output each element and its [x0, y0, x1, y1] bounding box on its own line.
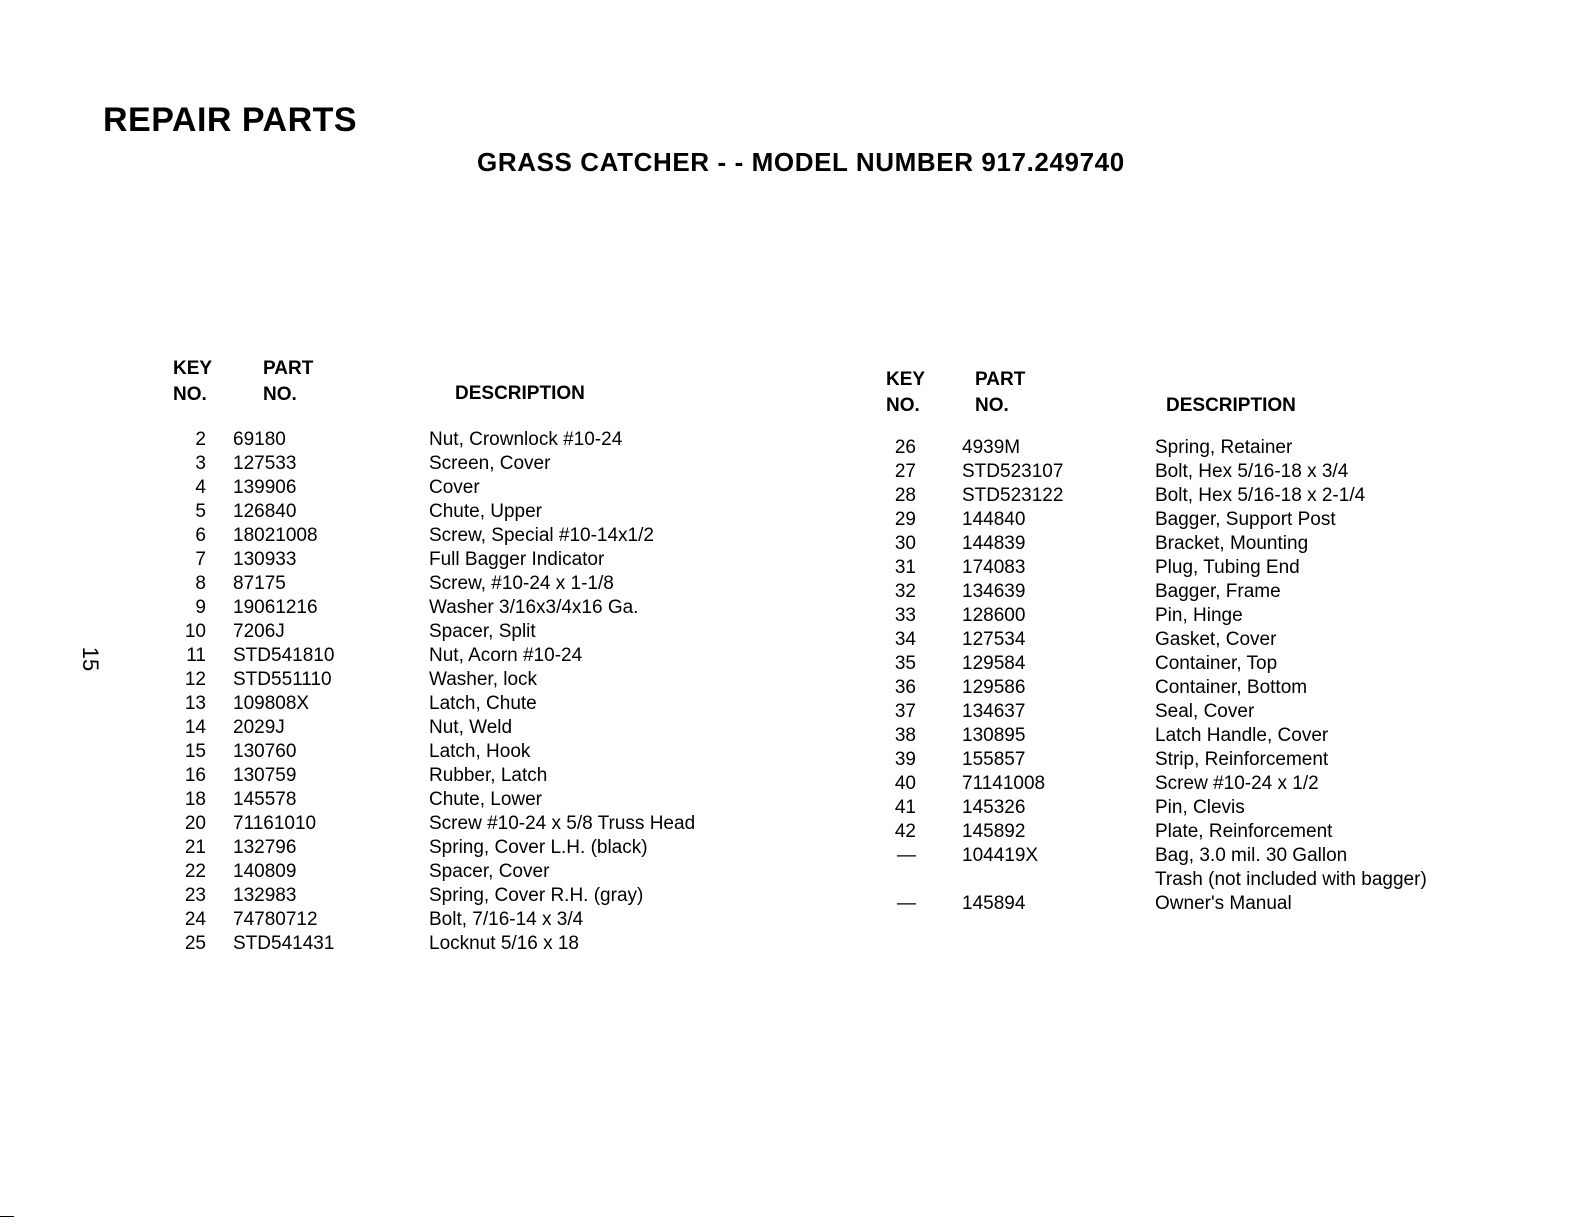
part-description: Bagger, Support Post: [1155, 509, 1336, 530]
part-description: Chute, Lower: [429, 789, 543, 810]
part-number: 71141008: [962, 773, 1046, 794]
part-description: Bolt, Hex 5/16-18 x 3/4: [1155, 461, 1349, 482]
key-number: 14: [184, 717, 206, 738]
left-description-header: DESCRIPTION: [455, 383, 585, 404]
part-number: 127534: [962, 629, 1026, 650]
page-heading: REPAIR PARTS: [103, 101, 358, 139]
key-number: 20: [184, 813, 206, 834]
key-number: 35: [894, 653, 916, 674]
key-number: 28: [894, 485, 916, 506]
key-number: 36: [894, 677, 916, 698]
part-number: 74780712: [233, 909, 318, 930]
part-number: 144839: [962, 533, 1026, 554]
key-number: 2: [195, 429, 206, 450]
part-description: Nut, Acorn #10-24: [429, 645, 583, 666]
part-row: [176, 740, 796, 764]
part-description: Container, Top: [1155, 653, 1278, 674]
part-description: Bag, 3.0 mil. 30 Gallon: [1155, 845, 1348, 866]
part-row: [176, 500, 796, 524]
part-number: 129586: [962, 677, 1026, 698]
part-number: 129584: [962, 653, 1026, 674]
part-row: [890, 436, 1530, 460]
part-number: 132983: [233, 885, 297, 906]
key-number: 42: [894, 821, 916, 842]
part-row: [176, 884, 796, 908]
part-description: Full Bagger Indicator: [429, 549, 605, 570]
part-row: [890, 508, 1530, 532]
left-part-header: PART NO.: [263, 358, 314, 405]
part-description: Plate, Reinforcement: [1155, 821, 1333, 842]
part-row: [176, 572, 796, 596]
part-row: [176, 476, 796, 500]
part-row: [176, 692, 796, 716]
part-row: [890, 484, 1530, 508]
part-number: 127533: [233, 453, 297, 474]
part-number: 144840: [962, 509, 1026, 530]
key-number: 32: [894, 581, 916, 602]
part-row: [176, 836, 796, 860]
part-description: Screen, Cover: [429, 453, 551, 474]
part-row: [890, 652, 1530, 676]
part-row: [176, 524, 796, 548]
part-number: 18021008: [233, 525, 318, 546]
part-row: [176, 860, 796, 884]
key-number: 39: [894, 749, 916, 770]
part-description: Gasket, Cover: [1155, 629, 1277, 650]
part-row: [890, 748, 1530, 772]
key-number: 23: [184, 885, 206, 906]
part-number: 145894: [962, 893, 1026, 914]
part-row: [890, 844, 1530, 868]
key-number: 7: [195, 549, 206, 570]
part-description: Cover: [429, 477, 480, 498]
part-row: [176, 620, 796, 644]
part-number: 134637: [962, 701, 1026, 722]
part-number: STD541431: [233, 933, 335, 954]
key-number: 24: [184, 909, 206, 930]
key-number: 11: [186, 645, 206, 666]
part-description: Chute, Upper: [429, 501, 543, 522]
model-title: GRASS CATCHER - - MODEL NUMBER 917.249740: [477, 147, 1125, 177]
key-number: 12: [184, 669, 206, 690]
part-description: Nut, Crownlock #10-24: [429, 429, 623, 450]
part-description: Nut, Weld: [429, 717, 513, 738]
part-description: Spring, Retainer: [1155, 437, 1293, 458]
part-description: Seal, Cover: [1155, 701, 1255, 722]
key-number: 15: [184, 741, 206, 762]
part-description: Washer, lock: [429, 669, 538, 690]
part-number: STD541810: [233, 645, 335, 666]
key-number: 38: [894, 725, 916, 746]
part-number: STD523122: [962, 485, 1064, 506]
right-part-header: PART NO.: [975, 369, 1026, 416]
part-row: [176, 764, 796, 788]
part-number: 2029J: [233, 717, 285, 738]
part-description: Locknut 5/16 x 18: [429, 933, 579, 954]
part-row: [890, 796, 1530, 820]
part-row: [890, 532, 1530, 556]
key-number: 5: [195, 501, 206, 522]
key-number: 8: [195, 573, 206, 594]
part-row: [890, 604, 1530, 628]
part-row: [176, 428, 796, 452]
part-description: Screw #10-24 x 1/2: [1155, 773, 1319, 794]
key-number: 31: [894, 557, 916, 578]
right-description-header: DESCRIPTION: [1166, 395, 1296, 416]
part-description: Latch Handle, Cover: [1155, 725, 1329, 746]
key-number: 40: [894, 773, 916, 794]
part-row: [890, 724, 1530, 748]
part-row: [176, 668, 796, 692]
key-number: 22: [184, 861, 206, 882]
part-number: 104419X: [962, 845, 1039, 866]
key-number: 34: [894, 629, 916, 650]
part-row: [890, 580, 1530, 604]
part-number: 109808X: [233, 693, 310, 714]
part-row: [890, 460, 1530, 484]
key-number: 26: [894, 437, 916, 458]
key-number: 33: [894, 605, 916, 626]
part-description: Screw, Special #10-14x1/2: [429, 525, 654, 546]
part-number: 155857: [962, 749, 1026, 770]
part-description: Pin, Clevis: [1155, 797, 1245, 818]
parts-list-left: [176, 428, 796, 956]
key-number: 16: [184, 765, 206, 786]
part-number: 130933: [233, 549, 297, 570]
key-number: 4: [195, 477, 206, 498]
part-description: Latch, Chute: [429, 693, 537, 714]
part-number: 130895: [962, 725, 1026, 746]
page-number: 15: [78, 646, 104, 672]
key-number: —: [897, 845, 916, 866]
parts-list-right: [890, 436, 1530, 916]
part-row: [890, 868, 1530, 892]
part-row: [176, 932, 796, 956]
part-row: [890, 700, 1530, 724]
part-row: [176, 908, 796, 932]
part-number: 145578: [233, 789, 297, 810]
part-number: 145892: [962, 821, 1026, 842]
part-number: 134639: [962, 581, 1026, 602]
part-row: [176, 812, 796, 836]
part-number: 128600: [962, 605, 1026, 626]
part-description: Trash (not included with bagger): [1155, 869, 1427, 890]
part-number: 139906: [233, 477, 297, 498]
part-description: Strip, Reinforcement: [1155, 749, 1329, 770]
part-row: [890, 676, 1530, 700]
part-row: [176, 644, 796, 668]
part-description: Pin, Hinge: [1155, 605, 1243, 626]
key-number: 10: [184, 621, 206, 642]
part-description: Screw #10-24 x 5/8 Truss Head: [429, 813, 696, 834]
part-row: [176, 452, 796, 476]
part-row: [176, 596, 796, 620]
part-description: Plug, Tubing End: [1155, 557, 1300, 578]
part-number: 4939M: [962, 437, 1021, 458]
key-number: 6: [195, 525, 206, 546]
part-row: [890, 772, 1530, 796]
part-number: 126840: [233, 501, 297, 522]
key-number: 29: [894, 509, 916, 530]
key-number: 30: [894, 533, 916, 554]
part-description: Spring, Cover L.H. (black): [429, 837, 648, 858]
part-description: Bolt, 7/16-14 x 3/4: [429, 909, 584, 930]
part-number: STD523107: [962, 461, 1064, 482]
part-description: Owner's Manual: [1155, 893, 1292, 914]
corner-mark: [0, 1216, 14, 1217]
key-number: 25: [184, 933, 206, 954]
part-description: Latch, Hook: [429, 741, 531, 762]
part-description: Container, Bottom: [1155, 677, 1308, 698]
key-number: —: [897, 893, 916, 914]
key-number: 21: [184, 837, 206, 858]
part-number: 130760: [233, 741, 297, 762]
part-description: Screw, #10-24 x 1-1/8: [429, 573, 614, 594]
key-number: 3: [195, 453, 206, 474]
part-description: Rubber, Latch: [429, 765, 548, 786]
key-number: 9: [195, 597, 206, 618]
part-number: 69180: [233, 429, 286, 450]
part-number: 130759: [233, 765, 297, 786]
part-number: 140809: [233, 861, 297, 882]
part-number: 7206J: [233, 621, 285, 642]
part-description: Spring, Cover R.H. (gray): [429, 885, 644, 906]
part-row: [890, 628, 1530, 652]
part-number: 87175: [233, 573, 286, 594]
part-description: Washer 3/16x3/4x16 Ga.: [429, 597, 639, 618]
key-number: 41: [894, 797, 916, 818]
key-number: 37: [894, 701, 916, 722]
part-number: 174083: [962, 557, 1026, 578]
part-description: Bracket, Mounting: [1155, 533, 1309, 554]
part-number: 71161010: [233, 813, 317, 834]
part-description: Spacer, Cover: [429, 861, 550, 882]
key-number: 18: [184, 789, 206, 810]
part-row: [890, 820, 1530, 844]
key-number: 13: [184, 693, 206, 714]
part-description: Spacer, Split: [429, 621, 536, 642]
part-number: STD551110: [233, 669, 332, 690]
right-key-header: KEY NO.: [886, 369, 926, 416]
part-number: 19061216: [233, 597, 318, 618]
part-row: [176, 716, 796, 740]
part-number: 145326: [962, 797, 1026, 818]
part-row: [890, 556, 1530, 580]
part-row: [890, 892, 1530, 916]
left-key-header: KEY NO.: [173, 358, 213, 405]
part-row: [176, 548, 796, 572]
part-description: Bagger, Frame: [1155, 581, 1281, 602]
part-number: 132796: [233, 837, 297, 858]
part-row: [176, 788, 796, 812]
part-description: Bolt, Hex 5/16-18 x 2-1/4: [1155, 485, 1366, 506]
key-number: 27: [894, 461, 916, 482]
